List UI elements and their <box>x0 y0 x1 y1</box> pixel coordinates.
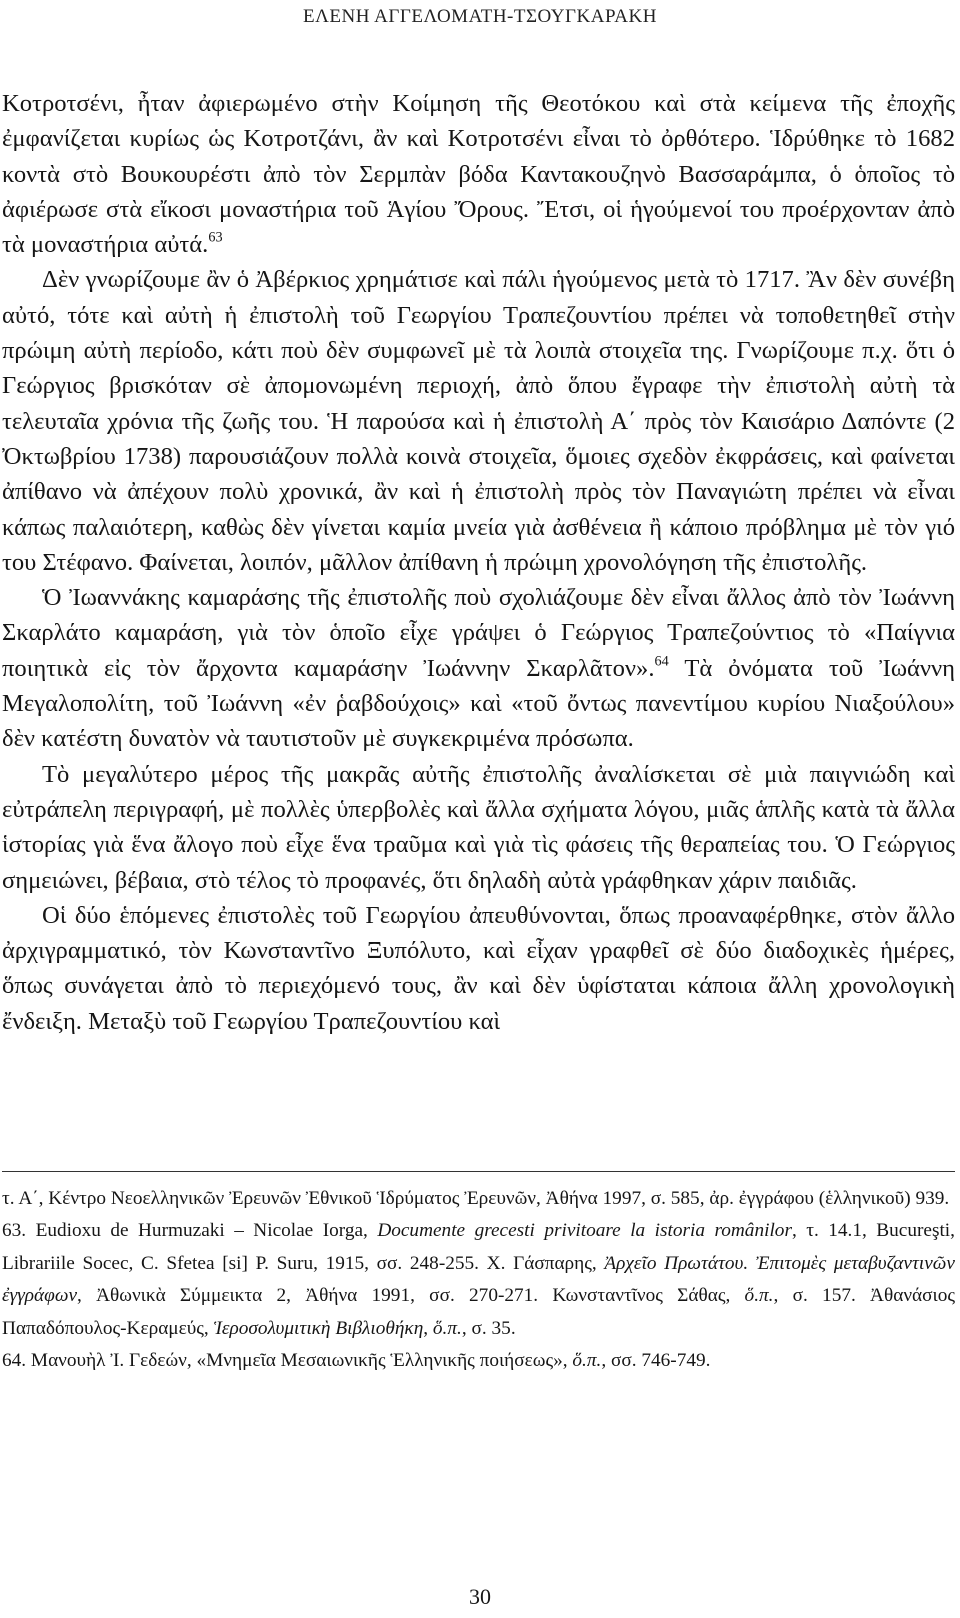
footnote-divider <box>2 1171 955 1172</box>
main-text <box>2 86 955 1039</box>
footnote-63: 63. Eudioxu de Hurmuzaki – Nicolae Iorga, Documente grecesti privitoare la istoria românilor, τ. 14.1, Bucureşti, Librariile Socec, C. Sfetea [si] P. Suru, 1915, σσ. 248-255. Χ. Γάσπαρης, Ἀρχεῖο Πρωτάτου. Ἐπιτομὲς μεταβυζαντινῶν ἐγγράφων, Ἀθωνικὰ Σύμμεικτα 2, Ἀθήνα 1991, σσ. 270-271. Κωνσταντῖνος Σάθας, ὅ.π., σ. 157. Ἀθανάσιος Παπαδόπουλος-Κεραμεύς, Ἱεροσολυμιτικὴ Βιβλιοθήκη, ὅ.π., σ. 35. <box>2 1220 955 1339</box>
paragraph: Τὸ μεγαλύτερο μέρος τῆς μακρᾶς αὐτῆς ἐπιστολῆς ἀναλίσκεται σὲ μιὰ παιγνιώδη καὶ εὐτράπελη περιγραφή, μὲ πολλὲς ὑπερβολὲς καὶ ἄλλα σχήματα λόγου, μιᾶς ἁπλῆς κατὰ τὰ ἄλλα ἱστορίας γιὰ ἕνα ἄλογο ποὺ εἶχε ἕνα τραῦμα καὶ γιὰ τὶς φάσεις τῆς θεραπείας του. Ὁ Γεώργιος σημειώνει, βέβαια, στὸ τέλος τὸ προφανές, ὅτι δηλαδὴ αὐτὰ γράφθηκαν χάριν παιδιᾶς. <box>2 760 955 894</box>
work-title: Documente grecesti privitoare la istoria românilor <box>377 1220 792 1242</box>
footnote-64: 64. Μανουὴλ Ἰ. Γεδεών, «Μνημεῖα Μεσαιωνικῆς Ἑλληνικῆς ποιήσεως», ὅ.π., σσ. 746-749. <box>2 1350 711 1372</box>
running-head: ΕΛΕΝΗ ΑΓΓΕΛΟΜΑΤΗ-ΤΣΟΥΓΚΑΡΑΚΗ <box>303 6 657 27</box>
paragraph: Οἱ δύο ἑπόμενες ἐπιστολὲς τοῦ Γεωργίου ἀπευθύνονται, ὅπως προαναφέρθηκε, στὸν ἄλλο ἀρχιγραμματικό, τὸν Κωνσταντῖνο Ξυπόλυτο, καὶ εἶχαν γραφθεῖ σὲ δύο διαδοχικὲς ἡμέρες, ὅπως συνάγεται ἀπὸ τὸ περιεχόμενό τους, ἂν καὶ δὲν ὑφίσταται κάποια ἄλλη χρονολογικὴ ἔνδειξη. Μεταξὺ τοῦ Γεωργίου Τραπεζουντίου καὶ <box>2 901 955 1035</box>
paragraph-text: Ὁ Ἰωαννάκης καμαράσης τῆς ἐπιστολῆς ποὺ σχολιάζουμε δὲν εἶναι ἄλλος ἀπὸ τὸν Ἰωάννη Σκαρλάτο καμαράση, γιὰ τὸν ὁποῖο εἶχε γράψει ὁ Γεώργιος Τραπεζούντιος τὸ «Παίγνια ποιητικὰ εἰς τὸν ἄρχοντα καμαράσην Ἰωάννην Σκαρλᾶτον». <box>2 584 955 682</box>
footnotes <box>2 1183 955 1377</box>
paragraph <box>2 580 955 756</box>
paragraph: Δὲν γνωρίζουμε ἂν ὁ Ἀβέρκιος χρημάτισε καὶ πάλι ἡγούμενος μετὰ τὸ 1717. Ἂν δὲν συνέβη αὐτό, τότε καὶ αὐτὴ ἡ ἐπιστολὴ τοῦ Γεωργίου Τραπεζουντίου πρέπει νὰ τοποθετηθεῖ στὴν πρώιμη αὐτὴ περίοδο, κάτι ποὺ δὲν συμφωνεῖ μὲ τὰ λοιπὰ στοιχεῖα της. Γνωρίζουμε π.χ. ὅτι ὁ Γεώργιος βρισκόταν σὲ ἀπομονωμένη περιοχή, ἀπὸ ὅπου ἔγραφε τὴν ἐπιστολὴ αὐτὴ τὰ τελευταῖα χρόνια τῆς ζωῆς του. Ἡ παρούσα καὶ ἡ ἐπιστολὴ Α΄ πρὸς τὸν Καισάριο Δαπόντε (2 Ὀκτωβρίου 1738) παρουσιάζουν πολλὰ κοινὰ στοιχεῖα, ὅμοιες σχεδὸν ἐκφράσεις, καὶ φαίνεται ἀπίθανο νὰ ἀπέχουν πολὺ χρονικά, ἂν καὶ ἡ ἐπιστολὴ πρὸς τὸν Παναγιώτη πρέπει νὰ εἶναι κάπως παλαιότερη, καθὼς δὲν γίνεται καμία μνεία γιὰ ἀσθένεια ἢ κάποιο πρόβλημα μὲ τὸν γιό του Στέφανο. Φαίνεται, λοιπόν, μᾶλλον ἀπίθανη ἡ πρώιμη χρονολόγηση τῆς ἐπιστολῆς. <box>2 266 955 576</box>
work-title: Ἀρχεῖο Πρωτάτου. Ἐπιτομὲς μεταβυζαντινῶν ἐγγράφων <box>2 1252 955 1307</box>
op-cit: ὅ.π. <box>572 1350 602 1372</box>
footnote-ref-64[interactable]: 64 <box>654 653 669 670</box>
paragraph <box>2 86 955 262</box>
work-title: Ἱεροσολυμιτικὴ Βιβλιοθήκη <box>213 1317 424 1339</box>
footnote-number: 64. <box>2 1350 27 1372</box>
op-cit: ὅ.π. <box>744 1285 774 1307</box>
footnote-ref-63[interactable]: 63 <box>208 229 223 246</box>
footnote-number: 63. <box>2 1220 27 1242</box>
footnote-continuation: τ. Α΄, Κέντρο Νεοελληνικῶν Ἐρευνῶν Ἐθνικοῦ Ἱδρύματος Ἐρευνῶν, Ἀθήνα 1997, σ. 585, ἀρ. ἐγγράφου (ἑλληνικοῦ) 939. <box>2 1188 950 1209</box>
paragraph-text: Κοτροτσένι, ἦταν ἀφιερωμένο στὴν Κοίμηση τῆς Θεοτόκου καὶ στὰ κείμενα τῆς ἐποχῆς ἐμφανίζεται κυρίως ὡς Κοτροτζάνι, ἂν καὶ Κοτροτσένι εἶναι τὸ ὀρθότερο. Ἱδρύθηκε τὸ 1682 κοντὰ στὸ Βουκουρέστι ἀπὸ τὸν Σερμπὰν βόδα Καντακουζηνὸ Βασσαράμπα, ὁ ὁποῖος τὸ ἀφιέρωσε στὰ εἴκοσι μοναστήρια τοῦ Ἁγίου Ὄρους. Ἔτσι, οἱ ἡγούμενοί του προέρχονταν ἀπὸ τὰ μοναστήρια αὐτά. <box>2 90 955 259</box>
op-cit: ὅ.π. <box>432 1317 462 1339</box>
page-number: 30 <box>469 1584 491 1609</box>
paragraph-text: Τὰ ὀνόματα τοῦ Ἰωάννη Μεγαλοπολίτη, τοῦ Ἰωάννη «ἐν ῥαβδούχοις» καὶ «τοῦ ὄντως πανεντίμου κυρίου Νιαξούλου» δὲν κατέστη δυνατὸν νὰ ταυτιστοῦν μὲ συγκεκριμένα πρόσωπα. <box>2 654 955 753</box>
